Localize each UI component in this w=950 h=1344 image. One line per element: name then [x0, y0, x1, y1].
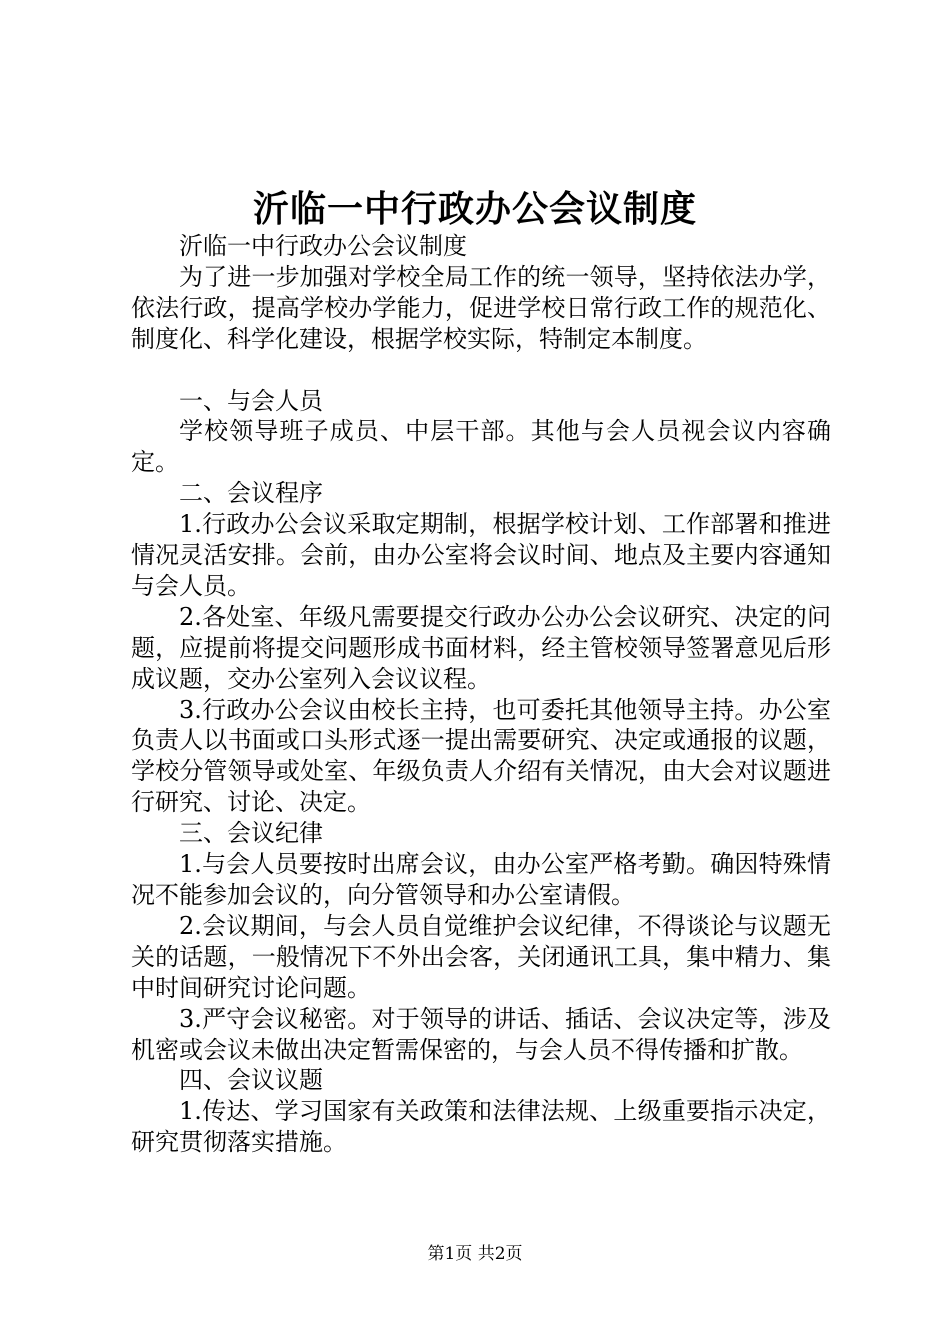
section-heading-discipline: 三、会议纪律 — [179, 819, 323, 848]
paragraph-discipline-3: 3.严守会议秘密。对于领导的讲话、插话、会议决定等，涉及机密或会议未做出决定暂需保密的，与会人员不得传播和扩散。 — [131, 1004, 831, 1064]
paragraph-procedure-3: 3.行政办公会议由校长主持，也可委托其他领导主持。办公室负责人以书面或口头形式逐一提出需要研究、决定或通报的议题，学校分管领导或处室、年级负责人介绍有关情况，由大会对议题进行研究、讨论、决定。 — [131, 695, 831, 817]
document-title: 沂临一中行政办公会议制度 — [252, 188, 697, 230]
section-heading-topics: 四、会议议题 — [179, 1066, 323, 1095]
paragraph-procedure-1: 1.行政办公会议采取定期制，根据学校计划、工作部署和推进情况灵活安排。会前，由办公室将会议时间、地点及主要内容通知与会人员。 — [131, 510, 831, 600]
paragraph-discipline-2: 2.会议期间，与会人员自觉维护会议纪律，不得谈论与议题无关的话题，一般情况下不外出会客，关闭通讯工具，集中精力、集中时间研究讨论问题。 — [131, 911, 831, 1002]
page-footer: 第1页 共2页 — [427, 1244, 523, 1264]
paragraph-topics-1: 1.传达、学习国家有关政策和法律法规、上级重要指示决定，研究贯彻落实措施。 — [131, 1097, 831, 1157]
document-body — [131, 231, 831, 1158]
section-heading-attendees: 一、与会人员 — [179, 386, 323, 415]
section-heading-procedure: 二、会议程序 — [179, 479, 323, 508]
paragraph-discipline-1: 1.与会人员要按时出席会议，由办公室严格考勤。确因特殊情况不能参加会议的，向分管领导和办公室请假。 — [131, 850, 831, 910]
paragraph-subtitle: 沂临一中行政办公会议制度 — [179, 232, 467, 260]
paragraph-procedure-2: 2.各处室、年级凡需要提交行政办公办公会议研究、决定的问题，应提前将提交问题形成书面材料，经主管校领导签署意见后形成议题，交办公室列入会议议程。 — [131, 602, 831, 693]
paragraph-attendees: 学校领导班子成员、中层干部。其他与会人员视会议内容确定。 — [131, 417, 831, 477]
paragraph-intro: 为了进一步加强对学校全局工作的统一领导，坚持依法办学，依法行政，提高学校办学能力，促进学校日常行政工作的规范化、制度化、科学化建设，根据学校实际，特制定本制度。 — [131, 262, 831, 353]
blank-line — [131, 355, 831, 386]
